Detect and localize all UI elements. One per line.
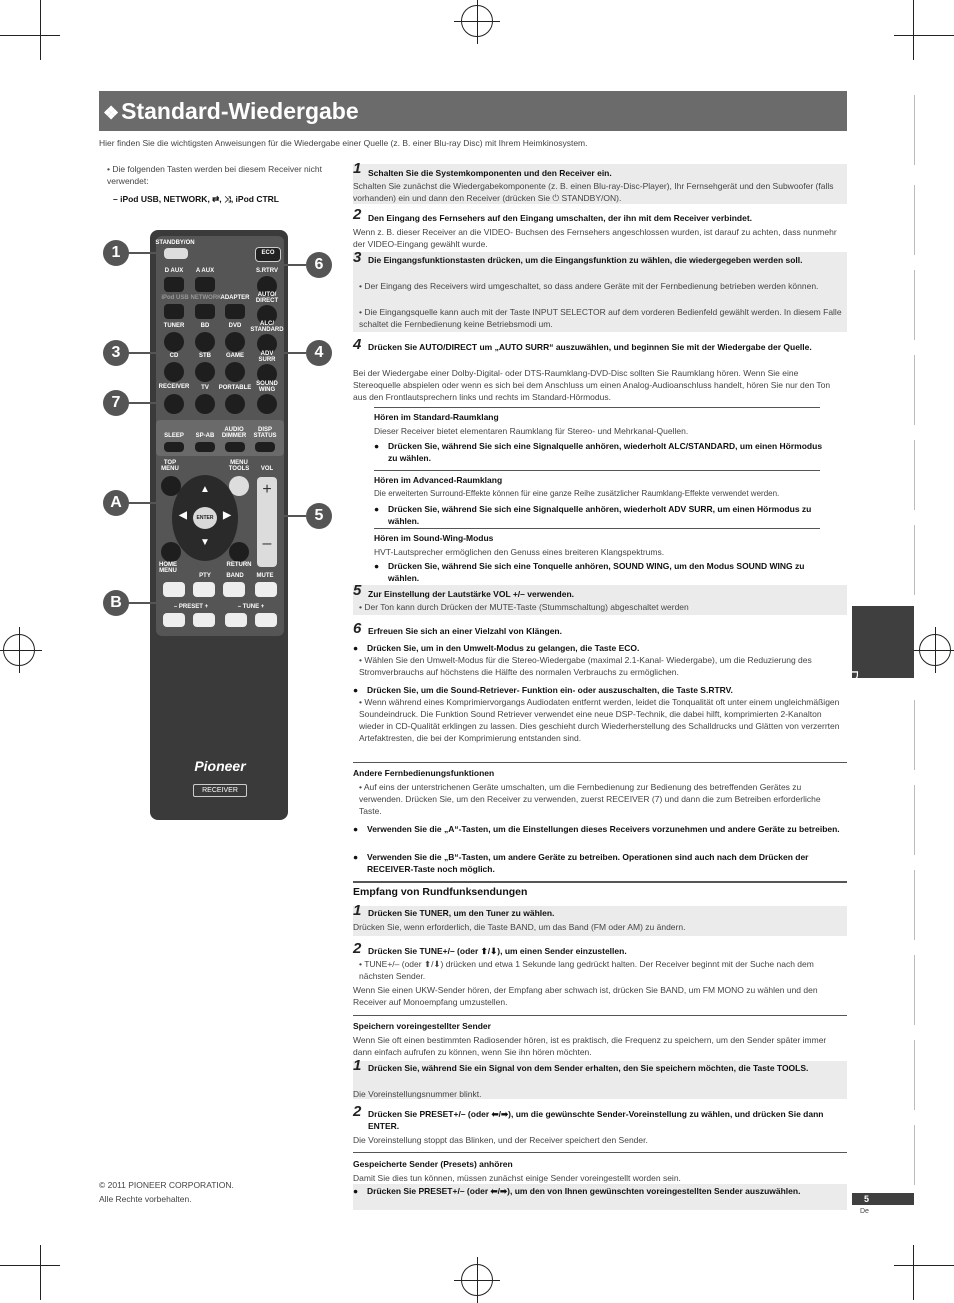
callout-b: B bbox=[103, 590, 129, 616]
top-menu-label: TOP MENU bbox=[161, 460, 179, 472]
disp-status-label: DISP STATUS bbox=[253, 427, 277, 439]
callout-5: 5 bbox=[306, 503, 332, 529]
other-functions-bullet-a: ● Verwenden Sie die „A“-Tasten, um die Einstellungen dieses Receivers vorzunehmen und andere Geräte zu betreiben. bbox=[353, 824, 840, 834]
callout-3: 3 bbox=[103, 340, 129, 366]
callout-6: 6 bbox=[306, 252, 332, 278]
side-tick bbox=[914, 185, 915, 255]
disp-status-button[interactable] bbox=[255, 442, 275, 452]
a-aux-label: A AUX bbox=[195, 268, 215, 274]
callout-line bbox=[128, 252, 164, 254]
save-step-2-text: Die Voreinstellung stoppt das Blinken, und der Receiver speichert den Sender. bbox=[353, 1135, 648, 1145]
tune-label: – TUNE + bbox=[237, 604, 265, 610]
auto-direct-label: AUTO/ DIRECT bbox=[255, 292, 279, 304]
home-menu-button[interactable] bbox=[161, 542, 181, 562]
preset-down-button[interactable] bbox=[163, 613, 185, 627]
step-4-heading: Drücken Sie AUTO/DIRECT um „AUTO SURR“ auszuwählen, und beginnen Sie mit der Wiedergabe der Quelle. bbox=[368, 342, 812, 352]
return-button[interactable] bbox=[229, 542, 249, 562]
save-step-2-heading: Drücken Sie PRESET+/– (oder ⬅/➡), um die gewünschte Sender-Voreinstellung zu wählen, und drücken Sie dann ENTER. bbox=[368, 1109, 824, 1131]
standard-surround-bullet: ● Drücken Sie, während Sie sich eine Signalquelle anhören, wiederholt ALC/STANDARD, um einen Hörmodus zu wählen. bbox=[374, 441, 823, 463]
stb-label: STB bbox=[199, 353, 211, 359]
language-tab bbox=[844, 606, 914, 726]
tune-down-button[interactable] bbox=[225, 613, 247, 627]
radio-step-2-bullet: • TUNE+/– (oder ⬆/⬇) drücken und etwa 1 Sekunde lang gedrückt halten. Der Receiver beginnt mit der Suche nach dem nächsten Sender. bbox=[359, 959, 814, 981]
radio-heading: Empfang von Rundfunksendungen bbox=[353, 886, 528, 898]
sound-wing-button[interactable] bbox=[257, 394, 277, 414]
step-5-number: 5 bbox=[353, 582, 362, 599]
save-step-1-text: Die Voreinstellungsnummer blinkt. bbox=[353, 1089, 482, 1099]
step-3-heading: Die Eingangsfunktionstasten drücken, um die Eingangsfunktion zu wählen, die wiedergegeben werden soll. bbox=[368, 255, 803, 265]
audio-dimmer-button[interactable] bbox=[225, 442, 245, 452]
radio-step-1-number: 1 bbox=[353, 902, 362, 919]
page-number: 5 bbox=[852, 1193, 914, 1205]
crop-mark bbox=[40, 0, 41, 20]
adapter-button[interactable] bbox=[225, 304, 245, 319]
save-step-1-heading: Drücken Sie, während Sie ein Signal von dem Sender erhalten, den Sie speichern möchten, die Taste TOOLS. bbox=[368, 1063, 809, 1073]
registration-mark bbox=[3, 634, 35, 666]
cd-button[interactable] bbox=[164, 362, 184, 382]
advanced-surround-heading: Hören im Advanced-Raumklang bbox=[374, 475, 503, 485]
registration-mark bbox=[461, 5, 493, 37]
step-4-number: 4 bbox=[353, 336, 362, 353]
play-button[interactable] bbox=[223, 582, 245, 597]
arrow-left-icon[interactable]: ◀ bbox=[179, 510, 187, 521]
side-tick bbox=[914, 355, 915, 425]
side-tick bbox=[914, 1040, 915, 1110]
crop-mark bbox=[0, 35, 20, 36]
home-menu-label: HOME MENU bbox=[159, 562, 177, 574]
cd-label: CD bbox=[169, 353, 179, 359]
other-functions-text: • Auf eins der unterstrichenen Geräte umschalten, um die Fernbedienung zur Bedienung des betreffenden Gerätes zu verwenden. Drücken Sie, um den Receiver zu verwenden, zuerst RECEIVER (7) und dann die zum Betreiben erforderliche Taste. bbox=[359, 782, 821, 816]
sound-wing-label: SOUND WING bbox=[256, 381, 278, 393]
radio-step-2-number: 2 bbox=[353, 940, 362, 957]
sp-ab-label: SP-AB bbox=[195, 433, 215, 439]
save-step-1-number: 1 bbox=[353, 1057, 362, 1074]
stop-button[interactable] bbox=[193, 582, 215, 597]
dvd-button[interactable] bbox=[225, 332, 245, 352]
network-label: NETWORK bbox=[190, 295, 222, 301]
sound-retriever-bullet: ● Drücken Sie, um die Sound-Retriever- Funktion ein- oder auszuschalten, die Taste S.RTRV. bbox=[353, 685, 733, 695]
pioneer-logo: Pioneer bbox=[194, 758, 246, 774]
step-3-bullet-1: • Der Eingang des Receivers wird umgeschaltet, so dass andere Geräte mit der Fernbedienung betrieben werden können. bbox=[359, 281, 819, 291]
d-aux-button[interactable] bbox=[164, 277, 184, 292]
other-functions-bullet-b: ● Verwenden Sie die „B“-Tasten, um andere Geräte zu betreiben. Operationen sind auch nach dem Drücken der RECEIVER-Taste noch möglich. bbox=[353, 852, 809, 874]
eco-text: • Wählen Sie den Umwelt-Modus für die Stereo-Wiedergabe (maximal 2.1-Kanal- Wiedergabe), um die Reduzierung des Stromverbrauchs auf höchstens die Hälfte des normalen Verbrauchs zu ermöglichen. bbox=[359, 655, 812, 677]
callout-line bbox=[280, 515, 306, 517]
sound-wing-text: HVT-Lautsprecher ermöglichen den Genuss eines breiteren Klangspektrums. bbox=[374, 547, 665, 557]
portable-button[interactable] bbox=[225, 394, 245, 414]
arrow-right-icon[interactable]: ▶ bbox=[223, 510, 231, 521]
sleep-label: SLEEP bbox=[164, 433, 184, 439]
callout-line bbox=[128, 502, 156, 504]
return-label: RETURN bbox=[226, 562, 252, 568]
section-rule bbox=[353, 762, 847, 763]
step-6-heading: Erfreuen Sie sich an einer Vielzahl von Klängen. bbox=[368, 626, 562, 636]
side-tick bbox=[914, 525, 915, 595]
listen-presets-bullet: ● Drücken Sie PRESET+/– (oder ⬅/➡), um den von Ihnen gewünschten voreingestellten Sender auszuwählen. bbox=[353, 1186, 801, 1196]
mute-label: MUTE bbox=[256, 573, 274, 579]
eco-label: ECO bbox=[261, 250, 275, 256]
side-tick bbox=[914, 870, 915, 940]
page-title bbox=[99, 91, 847, 131]
diamond-icon: ❖ bbox=[103, 103, 120, 123]
audio-dimmer-label: AUDIO DIMMER bbox=[221, 427, 247, 439]
advanced-surround-bullet: ● Drücken Sie, während Sie sich eine Signalquelle anhören, wiederholt ADV SURR, um einen Hörmodus zu wählen. bbox=[374, 504, 812, 526]
side-tick bbox=[914, 95, 915, 165]
sub-rule bbox=[374, 407, 820, 408]
standard-surround-heading: Hören im Standard-Raumklang bbox=[374, 412, 499, 422]
ipod-usb-label: iPod USB bbox=[161, 295, 189, 301]
registration-mark bbox=[461, 1264, 493, 1296]
adapter-label: ADAPTER bbox=[220, 295, 250, 301]
listen-presets-heading: Gespeicherte Sender (Presets) anhören bbox=[353, 1159, 513, 1169]
volume-up-icon[interactable]: + bbox=[262, 481, 272, 498]
intro-text: Hier finden Sie die wichtigsten Anweisungen für die Wiedergabe einer Quelle (z. B. einer Blu-ray Disc) mit Ihrem Heimkinosystem. bbox=[99, 138, 588, 148]
mute-button[interactable] bbox=[255, 582, 277, 597]
d-aux-label: D AUX bbox=[164, 268, 184, 274]
standby-button[interactable] bbox=[164, 248, 188, 259]
copyright-line-2: Alle Rechte vorbehalten. bbox=[99, 1194, 192, 1204]
standard-surround-text: Dieser Receiver bietet elementaren Raumklang für Stereo- und Mehrkanal-Quellen. bbox=[374, 426, 689, 436]
crop-mark bbox=[40, 1245, 41, 1300]
tune-up-button[interactable] bbox=[255, 613, 277, 627]
receiver-badge: RECEIVER bbox=[193, 784, 247, 797]
sub-rule bbox=[374, 470, 820, 471]
sound-wing-bullet: ● Drücken Sie, während Sie sich eine Tonquelle anhören, SOUND WING, um den Modus SOUND WING zu wählen. bbox=[374, 561, 805, 583]
sub-rule bbox=[374, 528, 820, 529]
crop-mark bbox=[0, 1265, 60, 1266]
not-used-keys: – iPod USB, NETWORK, ⇄, ⤨, iPod CTRL bbox=[113, 194, 279, 204]
sp-ab-button[interactable] bbox=[195, 442, 215, 452]
callout-line bbox=[128, 352, 164, 354]
section-rule bbox=[353, 1015, 847, 1016]
step-4-text: Bei der Wiedergabe einer Dolby-Digital- oder DTS-Raumklang-DVD-Disc sollten Sie Raumklang hören. Wenn Sie eine Stereoquelle abspielen oder wenn es sich bei dem Anschluss um einen Analog-Audioanschluss handelt, hören Sie nur den Ton aus den Frontlautsprechern links und rechts im Standard-Hörmodus. bbox=[353, 368, 831, 402]
step-1-text: Schalten Sie zunächst die Wiedergabekomponente (z. B. einen Blu-ray-Disc-Player), Ihr Fernsehgerät und den Subwoofer (falls vorhanden) ein und dann den Receiver (drücken Sie ⏻ STANDBY/ON). bbox=[353, 181, 834, 203]
dvd-label: DVD bbox=[228, 323, 242, 329]
radio-step-1-heading: Drücken Sie TUNER, um den Tuner zu wählen. bbox=[368, 908, 555, 918]
step-2-number: 2 bbox=[353, 206, 362, 223]
tv-button[interactable] bbox=[195, 394, 215, 414]
side-tick bbox=[914, 700, 915, 770]
callout-4: 4 bbox=[306, 340, 332, 366]
step-1-heading: Schalten Sie die Systemkomponenten und den Receiver ein. bbox=[368, 168, 612, 178]
sound-wing-heading: Hören im Sound-Wing-Modus bbox=[374, 533, 494, 543]
sound-retriever-text: • Wenn während eines Komprimiervorgangs Audiodaten entfernt werden, leidet die Tonqualität oft unter einem ungleichmäßigen Soundeindruck. Die Funktion Sound Retriever verwendet eine neue DSP-Technik, die dabei hilft, komprimierten 2-Kanalton wieder in CD-Qualität erklingen zu lassen. Dies geschieht durch Wiederherstellung des Schalldrucks und Glätten von verzerrten Artefaktresten, die bei der Komprimierung entstanden sind. bbox=[359, 697, 840, 743]
bd-label: BD bbox=[200, 323, 210, 329]
step-5-heading: Zur Einstellung der Lautstärke VOL +/– verwenden. bbox=[368, 589, 575, 599]
srtrv-label: S.RTRV bbox=[256, 268, 278, 274]
radio-step-2-heading: Drücken Sie TUNE+/– (oder ⬆/⬇), um einen Sender einzustellen. bbox=[368, 946, 627, 956]
not-used-note bbox=[107, 163, 337, 205]
language-tab-label: Deutsch bbox=[844, 670, 861, 726]
portable-label: PORTABLE bbox=[218, 385, 252, 391]
callout-line bbox=[282, 352, 306, 354]
side-tick bbox=[914, 440, 915, 510]
volume-down-icon[interactable]: – bbox=[262, 535, 272, 552]
menu-tools-label: MENU TOOLS bbox=[228, 460, 250, 472]
page-language: De bbox=[860, 1208, 869, 1215]
advanced-surround-text: Die erweiterten Surround-Effekte können für eine ganze Reihe zusätzlicher Raumklang-Effekte verwendet werden. bbox=[374, 489, 780, 498]
other-functions-heading: Andere Fernbedienungsfunktionen bbox=[353, 768, 495, 778]
arrow-down-icon[interactable]: ▼ bbox=[200, 537, 210, 548]
copyright-line-1: © 2011 PIONEER CORPORATION. bbox=[99, 1180, 234, 1190]
radio-step-2-text: Wenn Sie einen UKW-Sender hören, der Empfang aber schwach ist, drücken Sie BAND, um FM MONO zu wählen und den Receiver auf Monoempfang umzustellen. bbox=[353, 985, 818, 1007]
step-2-text: Wenn z. B. dieser Receiver an die VIDEO- Buchsen des Fernsehers angeschlossen wurden, ist darauf zu achten, dass nunmehr der VIDEO-Eingang gewählt wurde. bbox=[353, 227, 837, 249]
eco-bullet: ● Drücken Sie, um in den Umwelt-Modus zu gelangen, die Taste ECO. bbox=[353, 643, 640, 653]
step-1-number: 1 bbox=[353, 160, 362, 177]
listen-presets-text: Damit Sie dies tun können, müssen zunächst einige Sender voreingestellt worden sein. bbox=[353, 1173, 681, 1183]
step-2-heading: Den Eingang des Fernsehers auf den Eingang umschalten, der ihn mit dem Receiver verbindet. bbox=[368, 213, 753, 223]
crop-mark bbox=[894, 35, 954, 36]
volume-rocker[interactable] bbox=[257, 477, 277, 567]
tuner-label: TUNER bbox=[163, 323, 185, 329]
side-tick bbox=[914, 955, 915, 1025]
alc-standard-label: ALC/ STANDARD bbox=[250, 321, 284, 333]
tv-label: TV bbox=[201, 385, 209, 391]
save-step-2-number: 2 bbox=[353, 1103, 362, 1120]
page-title-text: Standard-Wiedergabe bbox=[121, 98, 359, 124]
ipod-usb-button[interactable] bbox=[164, 304, 184, 319]
enter-button[interactable]: ENTER bbox=[193, 507, 217, 529]
save-presets-text: Wenn Sie oft einen bestimmten Radiosender hören, ist es praktisch, die Frequenz zu speichern, um den Sender später immer dann einfach aufrufen zu können, wenn Sie ihn hören möchten. bbox=[353, 1035, 827, 1057]
stb-button[interactable] bbox=[195, 362, 215, 382]
section-rule bbox=[353, 881, 847, 883]
adv-surr-label: ADV SURR bbox=[258, 351, 276, 363]
crop-mark bbox=[913, 0, 914, 60]
network-button[interactable] bbox=[195, 304, 215, 319]
game-button[interactable] bbox=[225, 362, 245, 382]
band-label: BAND bbox=[226, 573, 244, 579]
callout-line bbox=[282, 264, 306, 266]
step-3-bullet-2: • Die Eingangsquelle kann auch mit der Taste INPUT SELECTOR auf dem vorderen Bedienfeld gewählt werden. In diesem Falle schaltet die Fernbedienung keine Betriebsmodi um. bbox=[359, 307, 842, 329]
radio-step-1-text: Drücken Sie, wenn erforderlich, die Taste BAND, um das Band (FM oder AM) zu ändern. bbox=[353, 922, 686, 932]
arrow-up-icon[interactable]: ▲ bbox=[200, 484, 210, 495]
tuner-button[interactable] bbox=[164, 332, 184, 352]
step-6-number: 6 bbox=[353, 620, 362, 637]
callout-7: 7 bbox=[103, 390, 129, 416]
callout-line bbox=[128, 402, 164, 404]
pty-label: PTY bbox=[199, 573, 211, 579]
a-aux-button[interactable] bbox=[195, 277, 215, 292]
not-used-intro: • Die folgenden Tasten werden bei diesem Receiver nicht verwendet: bbox=[107, 164, 322, 186]
game-label: GAME bbox=[226, 353, 244, 359]
callout-line bbox=[128, 602, 156, 604]
side-tick bbox=[914, 270, 915, 340]
callout-a: A bbox=[103, 490, 129, 516]
step-5-bullet: • Der Ton kann durch Drücken der MUTE-Taste (Stummschaltung) abgeschaltet werden bbox=[359, 602, 689, 612]
save-presets-heading: Speichern voreingestellter Sender bbox=[353, 1021, 491, 1031]
side-tick bbox=[914, 785, 915, 855]
registration-mark bbox=[919, 634, 951, 666]
crop-mark bbox=[40, 20, 41, 60]
step-3-number: 3 bbox=[353, 249, 362, 266]
section-rule bbox=[353, 1152, 847, 1153]
standby-label: STANDBY/ON bbox=[155, 240, 195, 246]
side-tick bbox=[914, 1125, 915, 1185]
vol-label: VOL bbox=[260, 466, 274, 472]
preset-up-button[interactable] bbox=[193, 613, 215, 627]
pause-button[interactable] bbox=[163, 582, 185, 597]
sleep-button[interactable] bbox=[164, 442, 184, 452]
receiver-label: RECEIVER bbox=[158, 384, 190, 390]
bd-button[interactable] bbox=[195, 332, 215, 352]
crop-mark bbox=[894, 1265, 954, 1266]
preset-label: – PRESET + bbox=[173, 604, 209, 610]
crop-mark bbox=[913, 1245, 914, 1300]
callout-1: 1 bbox=[103, 240, 129, 266]
receiver-button[interactable] bbox=[164, 394, 184, 414]
